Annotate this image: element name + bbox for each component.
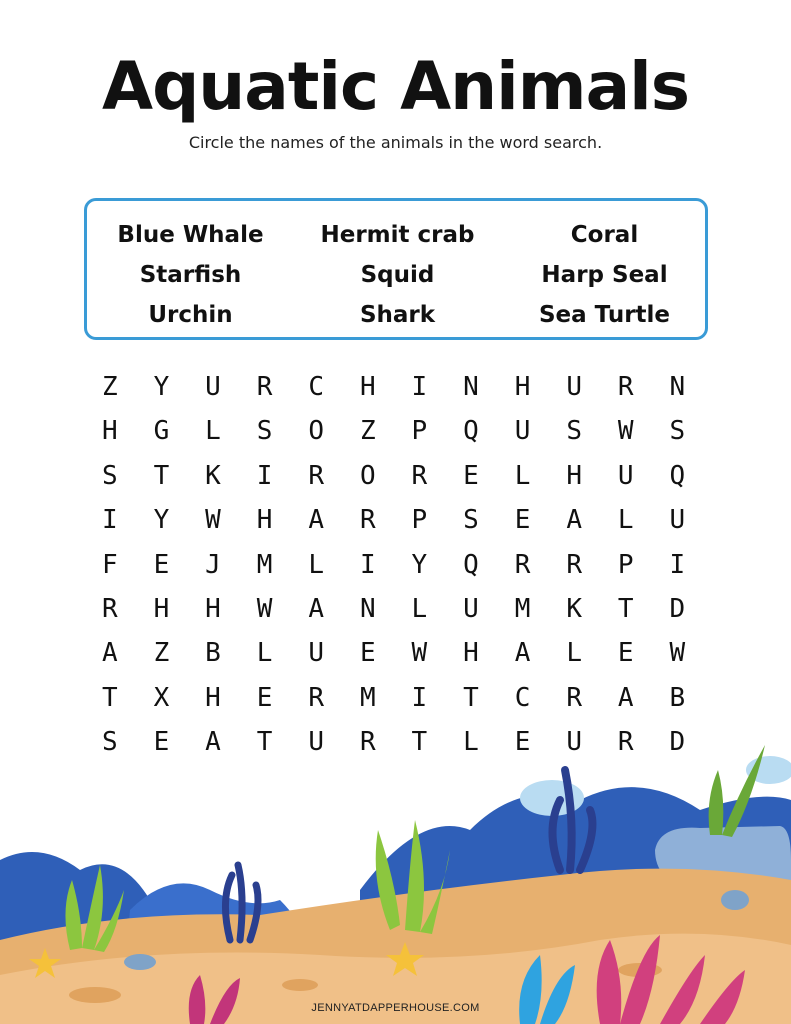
grid-letter[interactable]: U [308, 638, 324, 669]
grid-letter[interactable]: I [411, 372, 428, 402]
grid-letter[interactable]: S [101, 727, 118, 758]
grid-letter[interactable]: X [153, 682, 170, 713]
grid-letter[interactable]: L [256, 638, 273, 669]
grid-letter[interactable]: E [153, 727, 170, 758]
grid-letter[interactable]: Z [101, 372, 118, 402]
word-bank-item: Coral [570, 222, 639, 248]
grid-letter[interactable]: H [205, 593, 221, 624]
grid-letter[interactable]: E [256, 682, 273, 713]
grid-letter[interactable]: Y [153, 372, 170, 402]
grid-letter[interactable]: T [101, 682, 118, 713]
instructions-text: Circle the names of the animals in the word search. [188, 133, 603, 152]
grid-letter[interactable]: E [153, 549, 170, 580]
grid-letter[interactable]: W [256, 593, 273, 624]
grid-row [84, 498, 704, 542]
grid-letter[interactable]: Q [463, 549, 479, 580]
grid-letter[interactable]: T [463, 682, 479, 713]
grid-letter[interactable]: C [514, 682, 531, 713]
ocean-floor-illustration [0, 740, 791, 1024]
grid-letter[interactable]: I [411, 682, 428, 713]
grid-letter[interactable]: T [617, 593, 634, 624]
grid-letter[interactable]: M [359, 682, 376, 713]
grid-letter[interactable]: U [205, 372, 221, 402]
grid-letter[interactable]: U [669, 505, 686, 536]
grid-letter[interactable]: N [463, 372, 479, 402]
grid-row [84, 365, 704, 409]
grid-letter[interactable]: O [359, 460, 376, 491]
grid-row [84, 676, 704, 720]
grid-letter[interactable]: R [617, 727, 634, 758]
grid-letter[interactable]: L [205, 416, 221, 447]
grid-letter[interactable]: R [308, 460, 324, 491]
grid-letter[interactable]: A [617, 682, 634, 713]
word-bank-item: Sea Turtle [538, 302, 671, 328]
word-bank-item: Starfish [139, 262, 242, 288]
grid-row [84, 631, 704, 675]
grid-letter[interactable]: Z [359, 416, 376, 447]
grid-letter[interactable]: W [669, 638, 686, 669]
grid-letter[interactable]: S [566, 416, 582, 447]
word-bank-item: Shark [359, 302, 436, 328]
grid-letter[interactable]: R [256, 372, 273, 402]
grid-letter[interactable]: W [617, 416, 634, 447]
grid-row [84, 587, 704, 631]
grid-letter[interactable]: H [205, 682, 221, 713]
footer-url: JENNYATDAPPERHOUSE.COM [311, 1002, 480, 1014]
grid-letter[interactable]: H [463, 638, 479, 669]
grid-row [84, 409, 704, 453]
word-bank [84, 198, 708, 340]
grid-letter[interactable]: K [205, 460, 221, 491]
grid-letter[interactable]: U [566, 372, 582, 402]
grid-letter[interactable]: A [205, 727, 221, 758]
grid-letter[interactable]: I [359, 549, 376, 580]
word-search-grid [84, 365, 704, 765]
grid-letter[interactable]: S [101, 460, 118, 491]
grid-letter[interactable]: R [359, 727, 376, 758]
grid-letter[interactable]: P [411, 505, 428, 536]
grid-letter[interactable]: L [411, 593, 428, 624]
pebble-shape [124, 954, 156, 970]
grid-letter[interactable]: W [411, 638, 428, 669]
grid-letter[interactable]: T [256, 727, 273, 758]
grid-letter[interactable]: F [101, 549, 118, 580]
word-bank-item: Harp Seal [541, 262, 668, 288]
grid-row [84, 454, 704, 498]
word-bank-item: Squid [360, 262, 435, 288]
grid-letter[interactable]: P [617, 549, 634, 580]
grid-letter[interactable]: Y [153, 505, 170, 536]
grid-letter[interactable]: S [463, 505, 479, 536]
grid-letter[interactable]: J [205, 549, 221, 580]
grid-letter[interactable]: S [256, 416, 273, 447]
grid-letter[interactable]: A [101, 638, 118, 669]
grid-letter[interactable]: E [514, 505, 531, 536]
grid-letter[interactable]: H [153, 593, 170, 624]
grid-letter[interactable]: D [669, 727, 686, 758]
grid-letter[interactable]: B [205, 638, 221, 669]
grid-letter[interactable]: A [308, 505, 324, 536]
grid-letter[interactable]: L [617, 505, 634, 536]
grid-letter[interactable]: M [514, 593, 531, 624]
grid-letter[interactable]: L [463, 727, 479, 758]
grid-letter[interactable]: R [411, 460, 428, 491]
page-title: Aquatic Animals [101, 48, 690, 125]
grid-letter[interactable]: Q [669, 460, 686, 491]
grid-letter[interactable]: R [308, 682, 324, 713]
grid-letter[interactable]: O [308, 416, 324, 447]
grid-letter[interactable]: U [617, 460, 634, 491]
word-bank-grid [87, 215, 705, 335]
grid-letter[interactable]: R [101, 593, 118, 624]
sand-spot [282, 979, 318, 991]
pebble-shape [721, 890, 749, 910]
grid-letter[interactable]: N [359, 593, 376, 624]
grid-letter[interactable]: E [514, 727, 531, 758]
grid-letter[interactable]: P [411, 416, 428, 447]
grid-letter[interactable]: A [566, 505, 582, 536]
grid-letter[interactable]: I [669, 549, 686, 580]
grid-letter[interactable]: Y [411, 549, 428, 580]
grid-letter[interactable]: C [308, 372, 324, 402]
grid-letter[interactable]: H [256, 505, 273, 536]
word-bank-item: Hermit crab [320, 222, 475, 248]
grid-letter[interactable]: E [463, 460, 479, 491]
grid-letter[interactable]: D [669, 593, 686, 624]
grid-letter[interactable]: I [101, 505, 118, 536]
grid-row [84, 543, 704, 587]
grid-letter[interactable]: R [566, 549, 582, 580]
grid-letter[interactable]: R [617, 372, 634, 402]
grid-letter[interactable]: I [256, 460, 273, 491]
grid-letter[interactable]: R [359, 505, 376, 536]
grid-letter[interactable]: K [566, 593, 582, 624]
grid-letter[interactable]: L [514, 460, 531, 491]
grid-letter[interactable]: W [205, 505, 221, 536]
grid-letter[interactable]: A [308, 593, 324, 624]
grid-letter[interactable]: A [514, 638, 531, 669]
grid-letter[interactable]: U [463, 593, 479, 624]
grid-letter[interactable]: B [669, 682, 686, 713]
grid-letter[interactable]: T [153, 460, 170, 491]
word-bank-item: Blue Whale [117, 222, 264, 248]
grid-letter[interactable]: U [308, 727, 324, 758]
grid-letter[interactable]: U [566, 727, 582, 758]
grid-letter[interactable]: Z [153, 638, 170, 669]
grid-letter[interactable]: M [256, 549, 273, 580]
grid-letter[interactable]: U [514, 416, 531, 447]
grid-letter[interactable]: G [153, 416, 170, 447]
grid-letter[interactable]: H [359, 372, 376, 402]
grid-letter[interactable]: E [359, 638, 376, 669]
grid-letter[interactable]: H [566, 460, 582, 491]
grid-letter[interactable]: N [669, 372, 686, 402]
grid-letter[interactable]: T [411, 727, 428, 758]
grid-letter[interactable]: H [101, 416, 118, 447]
grid-letter[interactable]: E [617, 638, 634, 669]
grid-letter[interactable]: H [514, 372, 531, 402]
grid-letter[interactable]: Q [463, 416, 479, 447]
grid-letter[interactable]: R [566, 682, 582, 713]
grid-letter[interactable]: L [308, 549, 324, 580]
word-bank-item: Urchin [148, 302, 233, 328]
grid-letter[interactable]: L [566, 638, 582, 669]
grid-letter[interactable]: S [669, 416, 686, 447]
grid-letter[interactable]: R [514, 549, 531, 580]
